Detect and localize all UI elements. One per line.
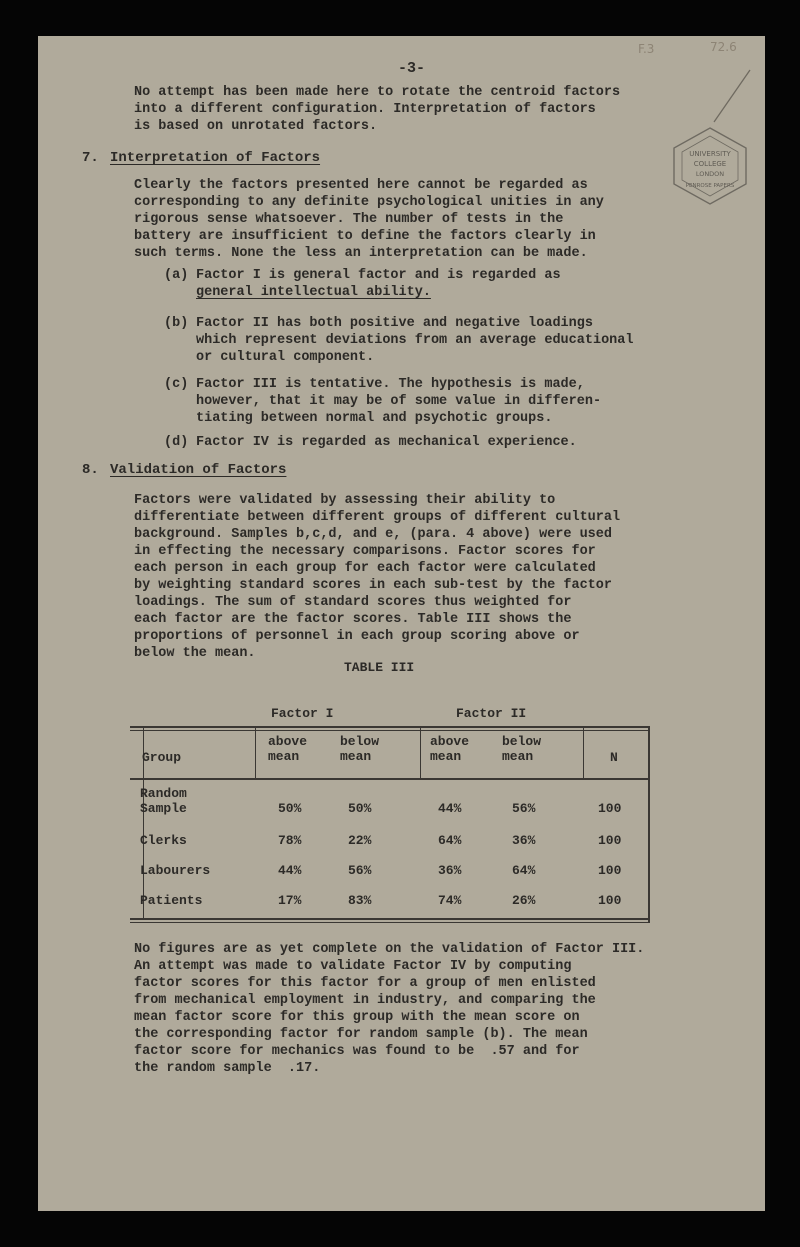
text-line: Factor III is tentative. The hypothesis is made, <box>196 377 585 392</box>
text-line: An attempt was made to validate Factor IV by computing <box>134 959 572 974</box>
text-line: however, that it may be of some value in differen- <box>196 394 602 409</box>
cell-f2-below: 64% <box>512 863 536 878</box>
text-line: Factor II has both positive and negative loadings <box>196 316 593 331</box>
svg-text:LONDON: LONDON <box>695 170 725 178</box>
cell-f1-above: 17% <box>278 893 302 908</box>
text-line: No figures are as yet complete on the validation of Factor III. <box>134 942 645 957</box>
col-header-f2-above-2: mean <box>430 749 462 764</box>
section-8-number: 8. <box>82 462 99 478</box>
text-line: is based on unrotated factors. <box>134 119 378 134</box>
cell-n: 100 <box>598 833 622 848</box>
cell-n: 100 <box>598 893 622 908</box>
cell-f2-above: 64% <box>438 833 462 848</box>
text-line: corresponding to any definite psychological unities in any <box>134 195 604 210</box>
factor-2-header: Factor II <box>456 706 527 721</box>
factor-1-header: Factor I <box>271 706 334 721</box>
item-label: (b) <box>164 316 189 331</box>
svg-text:PENROSE PAPERS: PENROSE PAPERS <box>685 183 735 189</box>
text-line: from mechanical employment in industry, and comparing the <box>134 993 596 1008</box>
section-7-number: 7. <box>82 150 99 166</box>
svg-text:COLLEGE: COLLEGE <box>693 160 727 168</box>
handwritten-mark-2: 72.6 <box>710 40 737 54</box>
cell-f2-above: 36% <box>438 863 462 878</box>
cell-f2-below: 56% <box>512 801 536 816</box>
text-line: factor scores for this factor for a group of men enlisted <box>134 976 596 991</box>
text-line: which represent deviations from an average educational <box>196 333 634 348</box>
item-label: (d) <box>164 435 189 450</box>
underlined-phrase: general intellectual ability. <box>196 285 431 300</box>
col-header-f2-below-2: mean <box>502 749 534 764</box>
cell-f1-above: 78% <box>278 833 302 848</box>
row-group-2: Sample <box>140 801 187 816</box>
table-title: TABLE III <box>344 660 415 675</box>
section-8-paragraph <box>134 492 694 662</box>
section-8-title: Validation of Factors <box>110 462 287 478</box>
col-header-f1-below: below <box>340 734 380 749</box>
text-line: each factor are the factor scores. Table III shows the <box>134 612 572 627</box>
table-iii <box>130 726 654 924</box>
col-header-n: N <box>610 750 618 765</box>
text-line: tiating between normal and psychotic groups. <box>196 411 553 426</box>
row-group: Patients <box>140 893 203 908</box>
text-line: mean factor score for this group with the mean score on <box>134 1010 580 1025</box>
text-line: Factor IV is regarded as mechanical experience. <box>196 435 577 450</box>
item-label: (c) <box>164 377 189 392</box>
text-line: differentiate between different groups of different cultural <box>134 510 621 525</box>
row-group: Random <box>140 786 187 801</box>
document-page <box>38 36 765 1211</box>
text-line: by weighting standard scores in each sub-test by the factor <box>134 578 612 593</box>
cell-f1-above: 50% <box>278 801 302 816</box>
text-line: such terms. None the less an interpretation can be made. <box>134 246 588 261</box>
section-7-title: Interpretation of Factors <box>110 150 321 166</box>
cell-n: 100 <box>598 863 622 878</box>
text-line: the random sample .17. <box>134 1061 321 1076</box>
col-header-f2-above: above <box>430 734 470 749</box>
cell-f1-below: 56% <box>348 863 372 878</box>
text-line: proportions of personnel in each group scoring above or <box>134 629 580 644</box>
text-line: into a different configuration. Interpretation of factors <box>134 102 596 117</box>
row-group: Labourers <box>140 863 211 878</box>
svg-text:UNIVERSITY: UNIVERSITY <box>689 150 731 158</box>
section-7-paragraph <box>134 177 694 262</box>
text-line: rigorous sense whatsoever. The number of tests in the <box>134 212 564 227</box>
text-line: or cultural component. <box>196 350 375 365</box>
text-line: background. Samples b,c,d, and e, (para. 4 above) were used <box>134 527 612 542</box>
text-line: in effecting the necessary comparisons. Factor scores for <box>134 544 596 559</box>
page-number: -3- <box>398 60 426 77</box>
text-line: each person in each group for each factor were calculated <box>134 561 596 576</box>
col-header-group: Group <box>142 750 182 765</box>
pencil-stroke <box>706 66 756 126</box>
col-header-f1-above-2: mean <box>268 749 300 764</box>
text-line: Factors were validated by assessing their ability to <box>134 493 556 508</box>
cell-f1-below: 50% <box>348 801 372 816</box>
closing-paragraph <box>134 941 694 1077</box>
cell-f2-below: 26% <box>512 893 536 908</box>
cell-n: 100 <box>598 801 622 816</box>
text-line: Clearly the factors presented here cannot be regarded as <box>134 178 588 193</box>
text-line: battery are insufficient to define the factors clearly in <box>134 229 596 244</box>
cell-f1-above: 44% <box>278 863 302 878</box>
text-line: Factor I is general factor and is regarded as <box>196 268 561 283</box>
intro-paragraph <box>134 84 694 135</box>
cell-f2-above: 44% <box>438 801 462 816</box>
col-header-f1-below-2: mean <box>340 749 372 764</box>
col-header-f1-above: above <box>268 734 308 749</box>
text-line: the corresponding factor for random sample (b). The mean <box>134 1027 588 1042</box>
cell-f1-below: 22% <box>348 833 372 848</box>
col-header-f2-below: below <box>502 734 542 749</box>
handwritten-mark: F.3 <box>638 42 655 56</box>
text-line: loadings. The sum of standard scores thus weighted for <box>134 595 572 610</box>
cell-f1-below: 83% <box>348 893 372 908</box>
cell-f2-above: 74% <box>438 893 462 908</box>
cell-f2-below: 36% <box>512 833 536 848</box>
text-line: factor score for mechanics was found to be .57 and for <box>134 1044 580 1059</box>
text-line: below the mean. <box>134 646 256 661</box>
text-line: No attempt has been made here to rotate the centroid factors <box>134 85 621 100</box>
row-group: Clerks <box>140 833 187 848</box>
item-label: (a) <box>164 268 189 283</box>
